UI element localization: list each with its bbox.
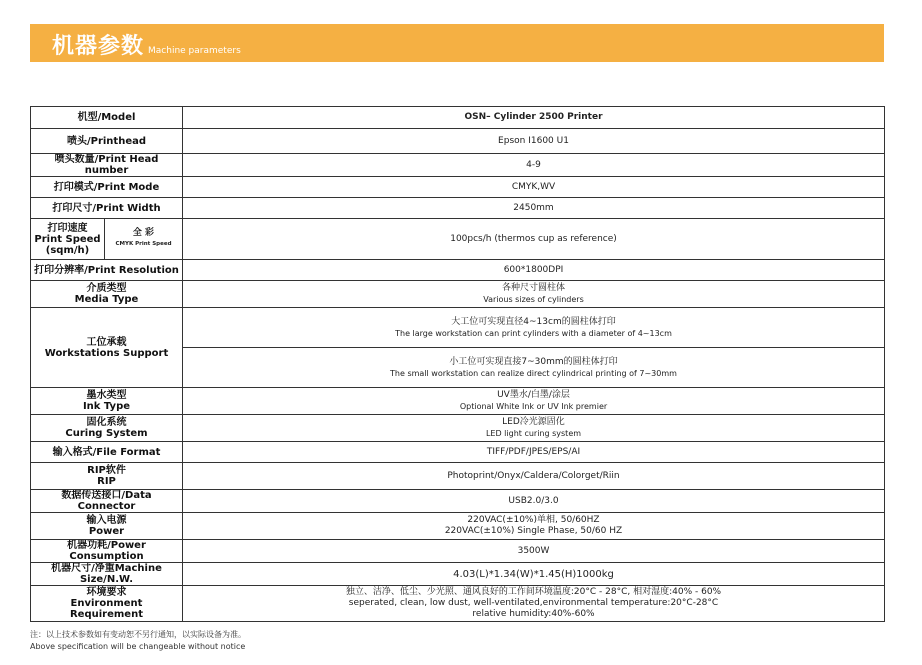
table-row-ink-type — [31, 388, 885, 415]
row-label: 打印模式/Print Mode — [31, 177, 183, 198]
row-label: 喷头数量/Print Head number — [31, 154, 183, 177]
row-label: 机器功耗/Power Consumption — [31, 540, 183, 563]
row-sublabel — [105, 219, 183, 260]
label-zh: 墨水类型 — [86, 390, 127, 401]
label-zh: 工位承载 — [86, 336, 127, 348]
row-value — [183, 415, 885, 442]
table-row-data-connector — [31, 490, 885, 513]
row-value: 600*1800DPI — [183, 260, 885, 281]
label-en: Workstations Support — [44, 347, 169, 359]
row-value: Photoprint/Onyx/Caldera/Colorget/Riin — [183, 463, 885, 490]
table-row-power — [31, 513, 885, 540]
row-value — [183, 586, 885, 622]
table-row-media-type — [31, 281, 885, 308]
row-label — [31, 586, 183, 622]
row-value-large — [183, 308, 885, 348]
footnote-en: Above specification will be changeable without notice — [30, 642, 246, 651]
table-row-machine-size — [31, 563, 885, 586]
row-label — [31, 308, 183, 388]
table-row-print-mode — [31, 177, 885, 198]
label-en: Curing System — [65, 428, 148, 439]
label-zh: RIP软件 — [87, 465, 126, 476]
row-value-small — [183, 348, 885, 388]
value-zh: UV墨水/白墨/涂层 — [497, 390, 570, 400]
row-label — [31, 513, 183, 540]
table-row-head-number — [31, 154, 885, 177]
row-value: 100pcs/h (thermos cup as reference) — [183, 219, 885, 260]
label-en: RIP — [97, 476, 116, 487]
table-row-workstations-large — [31, 308, 885, 348]
row-value: Epson I1600 U1 — [183, 129, 885, 154]
row-label — [31, 388, 183, 415]
row-value: USB2.0/3.0 — [183, 490, 885, 513]
row-value: 4.03(L)*1.34(W)*1.45(H)1000kg — [183, 563, 885, 586]
row-value: TIFF/PDF/JPES/EPS/AI — [183, 442, 885, 463]
row-value — [183, 388, 885, 415]
row-label: 输入格式/File Format — [31, 442, 183, 463]
label-en: Media Type — [74, 294, 139, 305]
label-en: Environment Requirement — [69, 598, 143, 620]
value-en: 220VAC(±10%) Single Phase, 50/60 HZ — [444, 526, 623, 536]
banner-title-zh: 机器参数 — [52, 34, 145, 59]
label-en: Power — [88, 526, 125, 537]
label-zh: 输入电源 — [86, 515, 127, 526]
footnote-zh: 注：以上技术参数如有变动恕不另行通知，以实际设备为准。 — [30, 630, 246, 639]
row-value: OSN– Cylinder 2500 Printer — [183, 107, 885, 129]
row-label — [31, 415, 183, 442]
label-zh: 打印速度 — [47, 222, 88, 234]
table-row-print-width — [31, 198, 885, 219]
value-zh: 小工位可实现直接7~30mm的圆柱体打印 — [449, 356, 618, 367]
banner-title — [52, 29, 241, 60]
value-zh: 220VAC(±10%)单相, 50/60HZ — [467, 515, 600, 525]
row-value: 4-9 — [183, 154, 885, 177]
row-label: 机器尺寸/净重Machine Size/N.W. — [31, 563, 183, 586]
row-value — [183, 513, 885, 540]
row-label: 打印尺寸/Print Width — [31, 198, 183, 219]
table-row-curing — [31, 415, 885, 442]
value-en: LED light curing system — [485, 429, 582, 438]
row-label — [31, 281, 183, 308]
row-value: CMYK,WV — [183, 177, 885, 198]
value-line-3: relative humidity:40%-60% — [472, 609, 595, 619]
row-label: 数据传送接口/Data Connector — [31, 490, 183, 513]
table-row-file-format — [31, 442, 885, 463]
table-row-model — [31, 107, 885, 129]
spec-table — [30, 106, 885, 622]
value-zh: 大工位可实现直径4~13cm的圆柱体打印 — [451, 316, 616, 327]
section-banner — [30, 24, 884, 62]
value-en: The small workstation can realize direct cylindrical printing of 7~30mm — [390, 368, 677, 378]
label-unit: (sqm/h) — [45, 244, 90, 256]
sublabel-en: CMYK Print Speed — [115, 241, 172, 247]
banner-title-en: Machine parameters — [148, 46, 241, 56]
table-row-consumption — [31, 540, 885, 563]
table-row-print-speed — [31, 219, 885, 260]
row-label — [31, 463, 183, 490]
label-zh: 环境要求 — [86, 587, 127, 598]
label-zh: 介质类型 — [86, 283, 127, 294]
value-line-1: 独立、洁净、低尘、少光照、通风良好的工作间环境温度:20°C - 28°C, 相对湿度:40% - 60% — [345, 587, 722, 597]
row-label: 喷头/Printhead — [31, 129, 183, 154]
row-label — [31, 219, 105, 260]
label-en: Ink Type — [82, 401, 131, 412]
row-value — [183, 281, 885, 308]
value-zh: LED冷光源固化 — [502, 417, 565, 427]
sublabel-zh: 全 彩 — [132, 228, 155, 238]
value-line-2: seperated, clean, low dust, well-ventilated,environmental temperature:20°C-28°C — [348, 598, 719, 608]
label-zh: 固化系统 — [86, 417, 127, 428]
row-value: 3500W — [183, 540, 885, 563]
value-en: Optional White Ink or UV Ink premier — [459, 402, 608, 411]
label-en: Print Speed — [34, 233, 101, 245]
table-row-rip — [31, 463, 885, 490]
row-label: 机型/Model — [31, 107, 183, 129]
value-en: Various sizes of cylinders — [483, 295, 584, 304]
table-row-resolution — [31, 260, 885, 281]
row-label: 打印分辨率/Print Resolution — [31, 260, 183, 281]
row-value: 2450mm — [183, 198, 885, 219]
table-row-environment — [31, 586, 885, 622]
footnotes — [30, 629, 246, 653]
table-row-printhead — [31, 129, 885, 154]
value-zh: 各种尺寸圆柱体 — [501, 283, 565, 293]
value-en: The large workstation can print cylinders with a diameter of 4~13cm — [395, 328, 672, 338]
